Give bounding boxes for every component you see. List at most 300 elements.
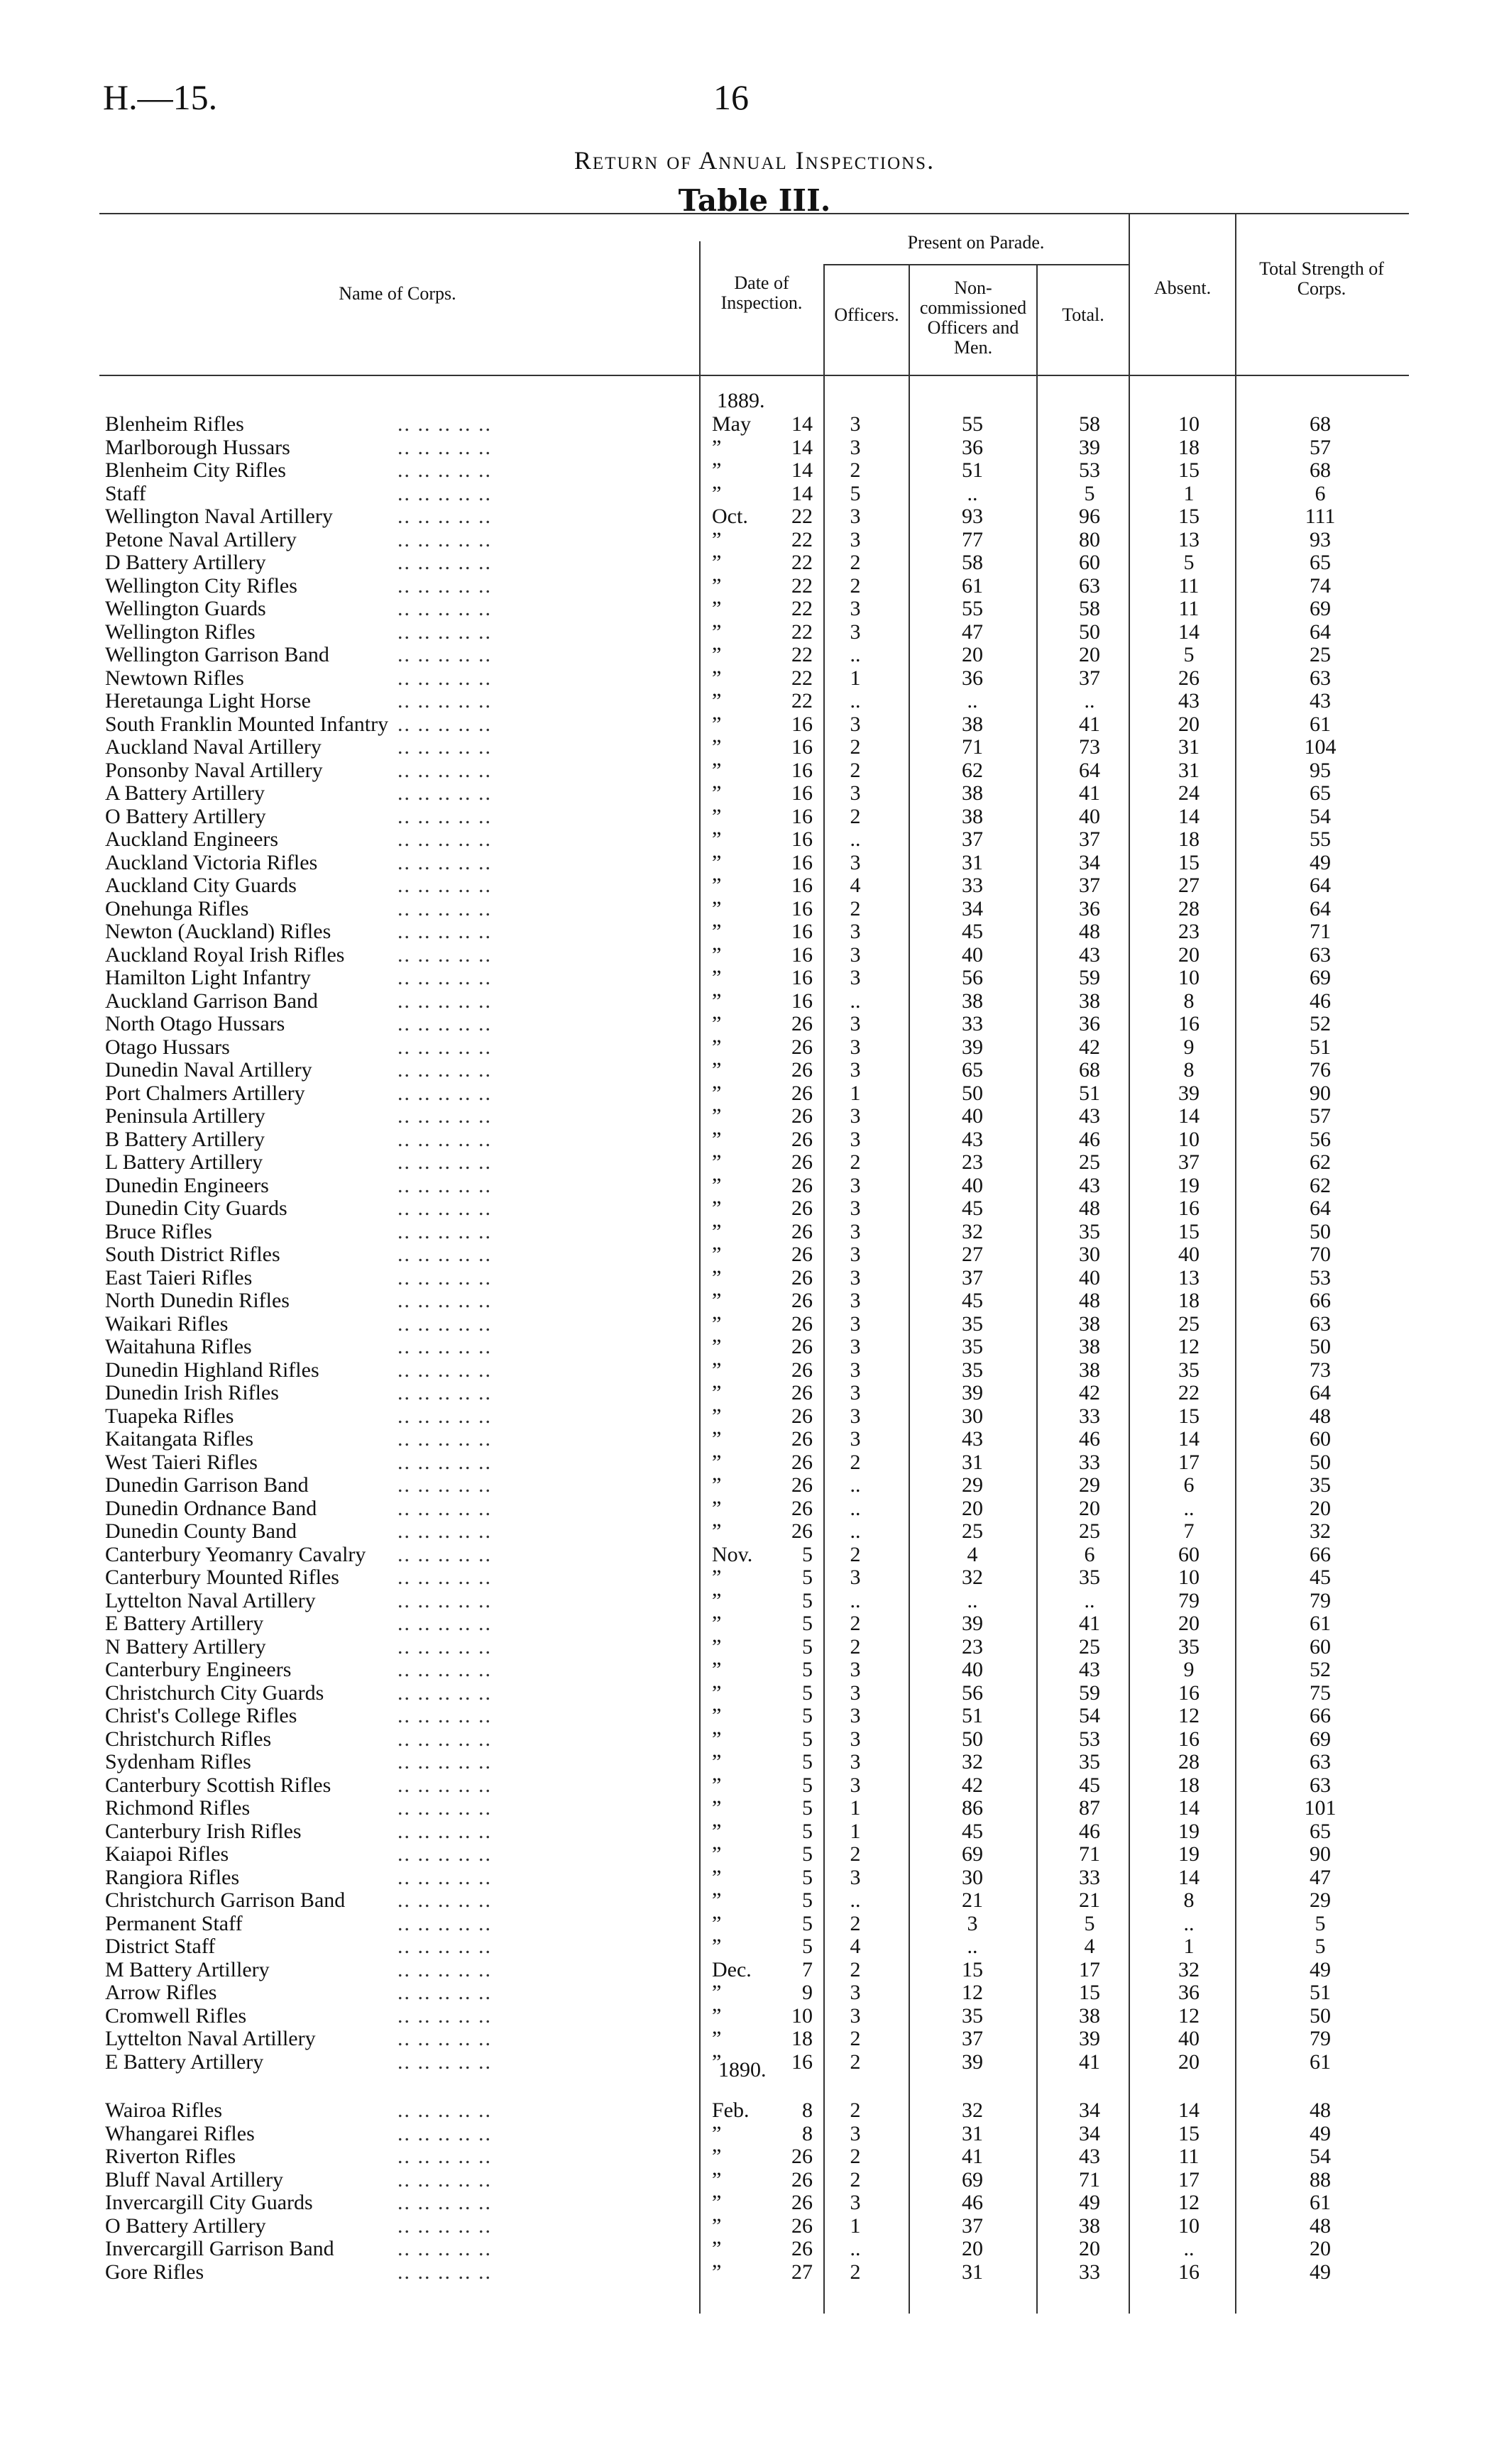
row-name: Auckland Victoria Rifles [105,850,318,874]
row-month: ” [712,989,722,1013]
row-nco: 45 [962,1197,983,1220]
table-row [0,1497,1509,1520]
row-month: ” [712,620,722,644]
row-nco: 93 [962,505,983,528]
leader-dots: .. .. .. .. .. [397,689,492,713]
row-absent: 40 [1178,1243,1200,1266]
row-officers: 1 [850,1796,861,1820]
row-officers: .. [850,689,861,713]
row-day: 5 [802,1865,813,1889]
row-officers: 3 [850,1104,861,1128]
row-name: O Battery Artillery [105,804,266,828]
row-officers: 2 [850,1542,861,1566]
row-nco: 45 [962,920,983,943]
row-strength: 61 [1310,2050,1331,2074]
row-day: 16 [791,942,813,967]
table-row [0,2191,1509,2214]
row-total: 48 [1079,920,1100,943]
row-strength: 104 [1304,735,1337,759]
row-nco: 39 [962,1381,983,1404]
row-day: 26 [791,1311,813,1336]
row-strength: 64 [1310,896,1331,920]
row-absent: 37 [1178,1150,1200,1174]
row-total: 64 [1079,758,1100,782]
row-day: 22 [791,551,813,574]
row-officers: 1 [850,666,861,690]
row-officers: 2 [850,1911,861,1935]
row-strength: 20 [1310,2237,1331,2260]
row-strength: 64 [1310,1381,1331,1404]
row-nco: 32 [962,2099,983,2122]
row-strength: 5 [1315,1911,1326,1935]
row-day: 5 [802,1911,813,1935]
leader-dots: .. .. .. .. .. [397,1865,492,1889]
row-name: Wairoa Rifles [105,2099,223,2122]
row-strength: 48 [1310,1404,1331,1428]
row-nco: 51 [962,458,983,482]
row-day: 22 [791,597,813,620]
row-month: Nov. [712,1542,753,1566]
row-nco: 20 [962,643,983,666]
row-day: 26 [791,1450,813,1474]
row-total: 6 [1084,1542,1095,1566]
row-absent: 16 [1178,1681,1200,1705]
row-absent: 60 [1178,1542,1200,1566]
row-absent: 16 [1178,2260,1200,2284]
row-total: 59 [1079,1681,1100,1705]
row-month: ” [712,689,722,713]
row-absent: 5 [1183,551,1195,574]
row-month: ” [712,1612,722,1635]
row-day: 5 [802,1727,813,1751]
row-total: 25 [1079,1519,1100,1543]
row-absent: 14 [1178,2099,1200,2122]
table-row [0,736,1509,759]
row-absent: 26 [1178,666,1200,690]
row-strength: 43 [1310,689,1331,713]
leader-dots: .. .. .. .. .. [397,597,492,620]
row-month: ” [712,966,722,989]
row-name: Cromwell Rifles [105,2003,247,2028]
row-absent: 15 [1178,505,1200,528]
row-day: 5 [802,1796,813,1820]
row-absent: .. [1183,1911,1195,1935]
leader-dots: .. .. .. .. .. [397,2050,492,2074]
table-row [0,1751,1509,1773]
leader-dots: .. .. .. .. .. [397,1289,492,1312]
row-nco: 12 [962,1981,983,2004]
leader-dots: .. .. .. .. .. [397,850,492,874]
row-absent: 19 [1178,1842,1200,1866]
leader-dots: .. .. .. .. .. [397,1265,492,1289]
row-nco: 50 [962,1727,983,1751]
row-strength: 46 [1310,989,1331,1013]
row-strength: 56 [1310,1127,1331,1151]
row-name: North Otago Hussars [105,1012,285,1035]
row-month: ” [712,597,722,620]
row-strength: 68 [1310,458,1331,482]
row-day: 26 [791,1173,813,1197]
row-nco: 23 [962,1634,983,1659]
row-name: Staff [105,481,146,505]
col-header-strength: Total Strength of Corps. [1259,258,1384,299]
row-strength: 64 [1310,620,1331,644]
table-row [0,1774,1509,1797]
row-total: 25 [1079,1150,1100,1174]
row-day: 5 [802,1588,813,1612]
row-day: 22 [791,527,813,551]
table-row [0,1059,1509,1082]
row-absent: 8 [1183,1058,1195,1082]
row-strength: 64 [1310,1197,1331,1220]
row-total: 42 [1079,1035,1100,1059]
row-nco: 25 [962,1519,983,1543]
leader-dots: .. .. .. .. .. [397,1681,492,1705]
table-row [0,2169,1509,2191]
leader-dots: .. .. .. .. .. [397,874,492,897]
row-day: 16 [791,920,813,943]
row-month: ” [712,1819,722,1843]
row-day: 22 [791,689,813,713]
leader-dots: .. .. .. .. .. [397,1981,492,2004]
table-row [0,1013,1509,1035]
row-day: 16 [791,758,813,782]
table-row [0,413,1509,436]
row-nco: 43 [962,1127,983,1151]
row-day: 26 [791,1519,813,1543]
row-nco: 38 [962,804,983,828]
row-day: 5 [802,1704,813,1727]
row-absent: 20 [1178,1612,1200,1635]
row-absent: 14 [1178,1796,1200,1820]
table-row [0,1128,1509,1151]
row-month: ” [712,1473,722,1497]
row-nco: 20 [962,2237,983,2260]
row-nco: 37 [962,2213,983,2238]
row-day: 16 [791,966,813,989]
row-day: 14 [791,481,813,505]
leader-dots: .. .. .. .. .. [397,1381,492,1404]
leader-dots: .. .. .. .. .. [397,620,492,644]
row-strength: 50 [1310,1450,1331,1474]
leader-dots: .. .. .. .. .. [397,1150,492,1174]
row-strength: 63 [1310,666,1331,690]
row-nco: 32 [962,1750,983,1773]
row-total: 59 [1079,966,1100,989]
page-title: Return of Annual Inspections. [574,146,935,175]
row-absent: 12 [1178,2191,1200,2214]
row-strength: 75 [1310,1681,1331,1705]
row-officers: 2 [850,804,861,828]
leader-dots: .. .. .. .. .. [397,527,492,551]
row-name: E Battery Artillery [105,1612,264,1635]
row-month: ” [712,781,722,805]
leader-dots: .. .. .. .. .. [397,1335,492,1358]
row-name: Otago Hussars [105,1035,230,1059]
row-absent: 18 [1178,1289,1200,1312]
row-month: ” [712,758,722,782]
row-name: Sydenham Rifles [105,1750,251,1773]
row-month: ” [712,2167,722,2191]
row-absent: 15 [1178,850,1200,874]
row-officers: .. [850,1588,861,1612]
row-nco: 40 [962,1104,983,1128]
row-day: 26 [791,1035,813,1059]
row-total: 20 [1079,2237,1100,2260]
row-month: ” [712,1173,722,1197]
row-name: West Taieri Rifles [105,1450,258,1474]
row-strength: 6 [1315,481,1326,505]
table-row [0,1267,1509,1289]
row-month: ” [712,1911,722,1935]
row-total: 29 [1079,1473,1100,1497]
row-officers: 3 [850,1404,861,1428]
row-name: Heretaunga Light Horse [105,689,311,713]
table-row [0,1590,1509,1612]
row-total: 42 [1079,1381,1100,1404]
leader-dots: .. .. .. .. .. [397,435,492,459]
row-absent: 14 [1178,620,1200,644]
row-strength: 73 [1310,1358,1331,1382]
row-total: 20 [1079,1496,1100,1520]
row-strength: 49 [1310,1957,1331,1981]
leader-dots: .. .. .. .. .. [397,1311,492,1336]
row-absent: 18 [1178,827,1200,851]
row-month: ” [712,1704,722,1727]
table-row [0,459,1509,482]
row-officers: .. [850,643,861,666]
row-nco: 32 [962,1219,983,1243]
row-strength: 61 [1310,2191,1331,2214]
row-officers: 4 [850,874,861,897]
row-absent: 36 [1178,1981,1200,2004]
row-total: 45 [1079,1773,1100,1797]
row-name: East Taieri Rifles [105,1265,253,1289]
row-month: ” [712,2260,722,2284]
row-strength: 66 [1310,1289,1331,1312]
row-total: 63 [1079,573,1100,598]
row-total: 5 [1084,1911,1095,1935]
row-strength: 65 [1310,551,1331,574]
row-strength: 53 [1310,1265,1331,1289]
row-officers: 2 [850,758,861,782]
table-row [0,1451,1509,1474]
table-row [0,1428,1509,1451]
row-total: 33 [1079,1450,1100,1474]
leader-dots: .. .. .. .. .. [397,1058,492,1082]
row-name: Kaitangata Rifles [105,1427,254,1451]
year-marker: 1889. [717,389,765,412]
row-name: Canterbury Irish Rifles [105,1819,302,1843]
row-month: ” [712,2027,722,2050]
row-day: 26 [791,2191,813,2214]
table-row [0,920,1509,943]
row-officers: 3 [850,1035,861,1059]
row-absent: 17 [1178,1450,1200,1474]
row-nco: 62 [962,758,983,782]
row-name: South District Rifles [105,1243,280,1266]
row-total: 48 [1079,1197,1100,1220]
row-name: Waitahuna Rifles [105,1335,252,1358]
leader-dots: .. .. .. .. .. [397,804,492,828]
leader-dots: .. .. .. .. .. [397,1012,492,1035]
row-absent: 32 [1178,1957,1200,1981]
row-name: Rangiora Rifles [105,1865,240,1889]
row-day: 26 [791,2145,813,2168]
row-officers: 3 [850,1865,861,1889]
row-strength: 90 [1310,1842,1331,1866]
leader-dots: .. .. .. .. .. [397,1427,492,1451]
row-strength: 61 [1310,1612,1331,1635]
row-day: 16 [791,804,813,828]
row-name: Auckland Royal Irish Rifles [105,942,345,967]
table-row [0,1197,1509,1220]
table-row [0,782,1509,805]
row-day: 16 [791,874,813,897]
row-month: May [712,412,751,436]
row-month: ” [712,1081,722,1105]
row-officers: 3 [850,1773,861,1797]
row-name: Auckland Engineers [105,827,279,851]
row-strength: 54 [1310,2145,1331,2168]
table-row [0,2099,1509,2122]
row-total: 51 [1079,1081,1100,1105]
leader-dots: .. .. .. .. .. [397,1104,492,1128]
row-absent: 8 [1183,989,1195,1013]
row-officers: 3 [850,1750,861,1773]
row-day: 10 [791,2003,813,2028]
row-name: Hamilton Light Infantry [105,966,311,989]
row-name: Tuapeka Rifles [105,1404,234,1428]
row-month: ” [712,1012,722,1035]
row-month: ” [712,804,722,828]
table-row [0,1820,1509,1843]
row-month: ” [712,1773,722,1797]
row-total: 43 [1079,942,1100,967]
row-day: 5 [802,1681,813,1705]
leader-dots: .. .. .. .. .. [397,1243,492,1266]
row-month: ” [712,942,722,967]
row-day: 7 [802,1957,813,1981]
row-name: Lyttelton Naval Artillery [105,1588,316,1612]
row-day: 5 [802,1935,813,1958]
leader-dots: .. .. .. .. .. [397,1219,492,1243]
table-row [0,483,1509,505]
row-absent: 43 [1178,689,1200,713]
table-row [0,1866,1509,1889]
table-row [0,621,1509,644]
row-strength: 65 [1310,1819,1331,1843]
row-month: ” [712,896,722,920]
row-nco: 61 [962,573,983,598]
row-month: ” [712,1358,722,1382]
row-name: Canterbury Scottish Rifles [105,1773,331,1797]
leader-dots: .. .. .. .. .. [397,1634,492,1659]
row-name: Ponsonby Naval Artillery [105,758,323,782]
row-strength: 50 [1310,2003,1331,2028]
row-nco: .. [967,1935,978,1958]
row-absent: 19 [1178,1819,1200,1843]
table-row [0,575,1509,598]
row-total: 73 [1079,735,1100,759]
row-officers: 1 [850,1081,861,1105]
row-nco: 20 [962,1496,983,1520]
row-month: ” [712,1588,722,1612]
row-strength: 88 [1310,2167,1331,2191]
row-strength: 66 [1310,1542,1331,1566]
leader-dots: .. .. .. .. .. [397,1496,492,1520]
row-day: 22 [791,505,813,528]
row-nco: 56 [962,1681,983,1705]
leader-dots: .. .. .. .. .. [397,573,492,598]
row-day: 5 [802,1634,813,1659]
leader-dots: .. .. .. .. .. [397,1612,492,1635]
row-name: Onehunga Rifles [105,896,249,920]
table-row [0,1843,1509,1866]
row-day: 16 [791,712,813,736]
table-row [0,1636,1509,1659]
row-name: Dunedin Naval Artillery [105,1058,312,1082]
row-month: ” [712,527,722,551]
row-total: 35 [1079,1750,1100,1773]
leader-dots: .. .. .. .. .. [397,758,492,782]
table-header-rule [99,375,1409,376]
row-day: 8 [802,2099,813,2122]
row-absent: 28 [1178,896,1200,920]
row-officers: .. [850,1496,861,1520]
row-strength: 50 [1310,1219,1331,1243]
row-nco: .. [967,481,978,505]
row-strength: 52 [1310,1658,1331,1681]
table-row [0,1889,1509,1912]
row-day: 26 [791,1404,813,1428]
row-absent: 40 [1178,2027,1200,2050]
row-strength: 49 [1310,2260,1331,2284]
row-month: ” [712,827,722,851]
row-absent: 17 [1178,2167,1200,2191]
row-day: 26 [791,1081,813,1105]
row-nco: 15 [962,1957,983,1981]
row-strength: 79 [1310,2027,1331,2050]
leader-dots: .. .. .. .. .. [397,1588,492,1612]
row-absent: 24 [1178,781,1200,805]
row-absent: 10 [1178,966,1200,989]
row-officers: 2 [850,2099,861,2122]
row-month: ” [712,1634,722,1659]
row-strength: 5 [1315,1935,1326,1958]
row-strength: 51 [1310,1035,1331,1059]
row-nco: 39 [962,1035,983,1059]
row-strength: 66 [1310,1704,1331,1727]
leader-dots: .. .. .. .. .. [397,1819,492,1843]
leader-dots: .. .. .. .. .. [397,1566,492,1589]
row-nco: 69 [962,2167,983,2191]
leader-dots: .. .. .. .. .. [397,1173,492,1197]
leader-dots: .. .. .. .. .. [397,1750,492,1773]
row-day: 26 [791,1243,813,1266]
leader-dots: .. .. .. .. .. [397,1404,492,1428]
table-row [0,2215,1509,2238]
row-name: Newtown Rifles [105,666,244,690]
row-officers: 3 [850,1427,861,1451]
row-name: Waikari Rifles [105,1311,229,1336]
year-marker: 1890. [718,2058,767,2081]
leader-dots: .. .. .. .. .. [397,1127,492,1151]
leader-dots: .. .. .. .. .. [397,458,492,482]
row-officers: 3 [850,712,861,736]
table-row [0,529,1509,551]
row-nco: 35 [962,1358,983,1382]
